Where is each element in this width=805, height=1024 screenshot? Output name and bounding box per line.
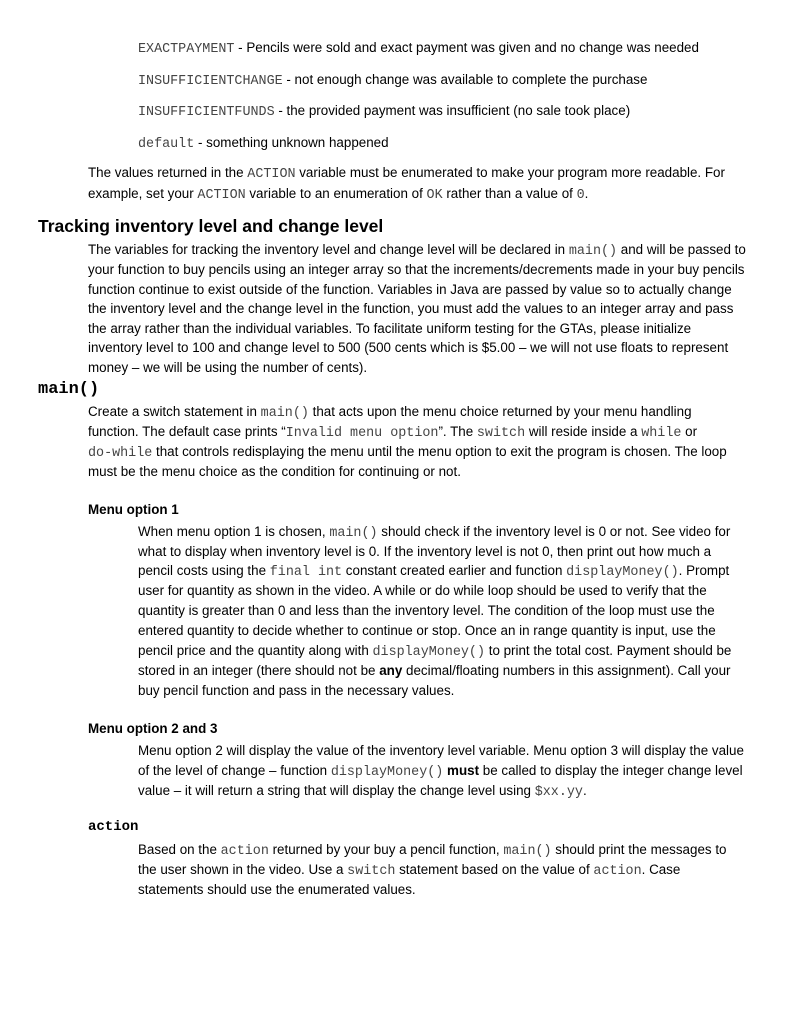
tracking-line: money – we will be using the number of cents). — [88, 360, 368, 375]
menu1-line: user for quantity as shown in the video. A while or do while loop should be used to verify that the — [138, 583, 707, 598]
main-line: do-while that controls redisplaying the menu until the menu option to exit the program is chosen. The loop — [88, 444, 727, 461]
tracking-line: The variables for tracking the inventory level and change level will be declared in main() and will be passed to — [88, 242, 746, 259]
enum-exactpayment: EXACTPAYMENT - Pencils were sold and exact payment was given and no change was needed — [138, 40, 699, 57]
tracking-line: function continue to exist outside of the function. Variables in Java are passed by value so to actually change — [88, 282, 732, 297]
main-line: Create a switch statement in main() that acts upon the menu choice returned by your menu handling — [88, 404, 692, 421]
menu1-line: buy pencil function and pass in the necessary values. — [138, 683, 455, 698]
menu-option-2-3-heading: Menu option 2 and 3 — [88, 721, 218, 736]
menu1-line: entered quantity to decide whether to continue or stop. Once an in range quantity is input, use the — [138, 623, 716, 638]
action-line: Based on the action returned by your buy a pencil function, main() should print the messages to — [138, 842, 727, 859]
action-heading: action — [88, 819, 139, 835]
tracking-line: your function to buy pencils using an integer array so that the increments/decrements made in your buy pencils — [88, 262, 745, 277]
main-line: must be the menu choice as the condition for continuing or not. — [88, 464, 461, 479]
main-heading: main() — [38, 380, 100, 399]
action-line: statements should use the enumerated values. — [138, 882, 416, 897]
tracking-line: the inventory level and the change level in the function, you must add the values to an integer array and pass — [88, 301, 734, 316]
menu23-line: Menu option 2 will display the value of the inventory level variable. Menu option 3 will display the value — [138, 743, 744, 758]
main-line: function. The default case prints “Invalid menu option”. The switch will reside inside a while or — [88, 424, 698, 441]
action-line: the user shown in the video. Use a switch statement based on the value of action. Case — [138, 862, 681, 879]
menu23-line: value – it will return a string that will display the change level using $xx.yy. — [138, 783, 587, 800]
tracking-line: the array rather than the individual variables. To facilitate uniform testing for the GTAs, please initialize — [88, 321, 692, 336]
menu23-line: of the level of change – function displayMoney() must be called to display the integer change level — [138, 763, 743, 780]
menu1-line: stored in an integer (there should not be any decimal/floating numbers in this assignment). Call your — [138, 663, 731, 678]
enum-insufficientfunds: INSUFFICIENTFUNDS - the provided payment was insufficient (no sale took place) — [138, 103, 631, 120]
enum-insufficientchange: INSUFFICIENTCHANGE - not enough change was available to complete the purchase — [138, 72, 648, 89]
action-para-line: The values returned in the ACTION variable must be enumerated to make your program more readable. For — [88, 165, 725, 182]
menu1-line: pencil costs using the final int constant created earlier and function displayMoney(). Prompt — [138, 563, 730, 580]
enum-default: default - something unknown happened — [138, 135, 389, 152]
menu1-line: When menu option 1 is chosen, main() should check if the inventory level is 0 or not. See video for — [138, 524, 731, 541]
action-para-line: example, set your ACTION variable to an enumeration of OK rather than a value of 0. — [88, 186, 589, 203]
menu1-line: pencil price and the quantity along with displayMoney() to print the total cost. Payment should be — [138, 643, 732, 660]
menu1-line: quantity is greater than 0 and less than the inventory level. The condition of the loop must use the — [138, 603, 715, 618]
menu1-line: what to display when inventory level is 0. If the inventory level is not 0, then print out how much a — [138, 544, 712, 559]
menu-option-1-heading: Menu option 1 — [88, 502, 179, 517]
tracking-line: inventory level to 100 and change level to 500 (500 cents which is $5.00 – we will not use floats to represent — [88, 340, 729, 355]
tracking-heading: Tracking inventory level and change level — [38, 216, 384, 236]
